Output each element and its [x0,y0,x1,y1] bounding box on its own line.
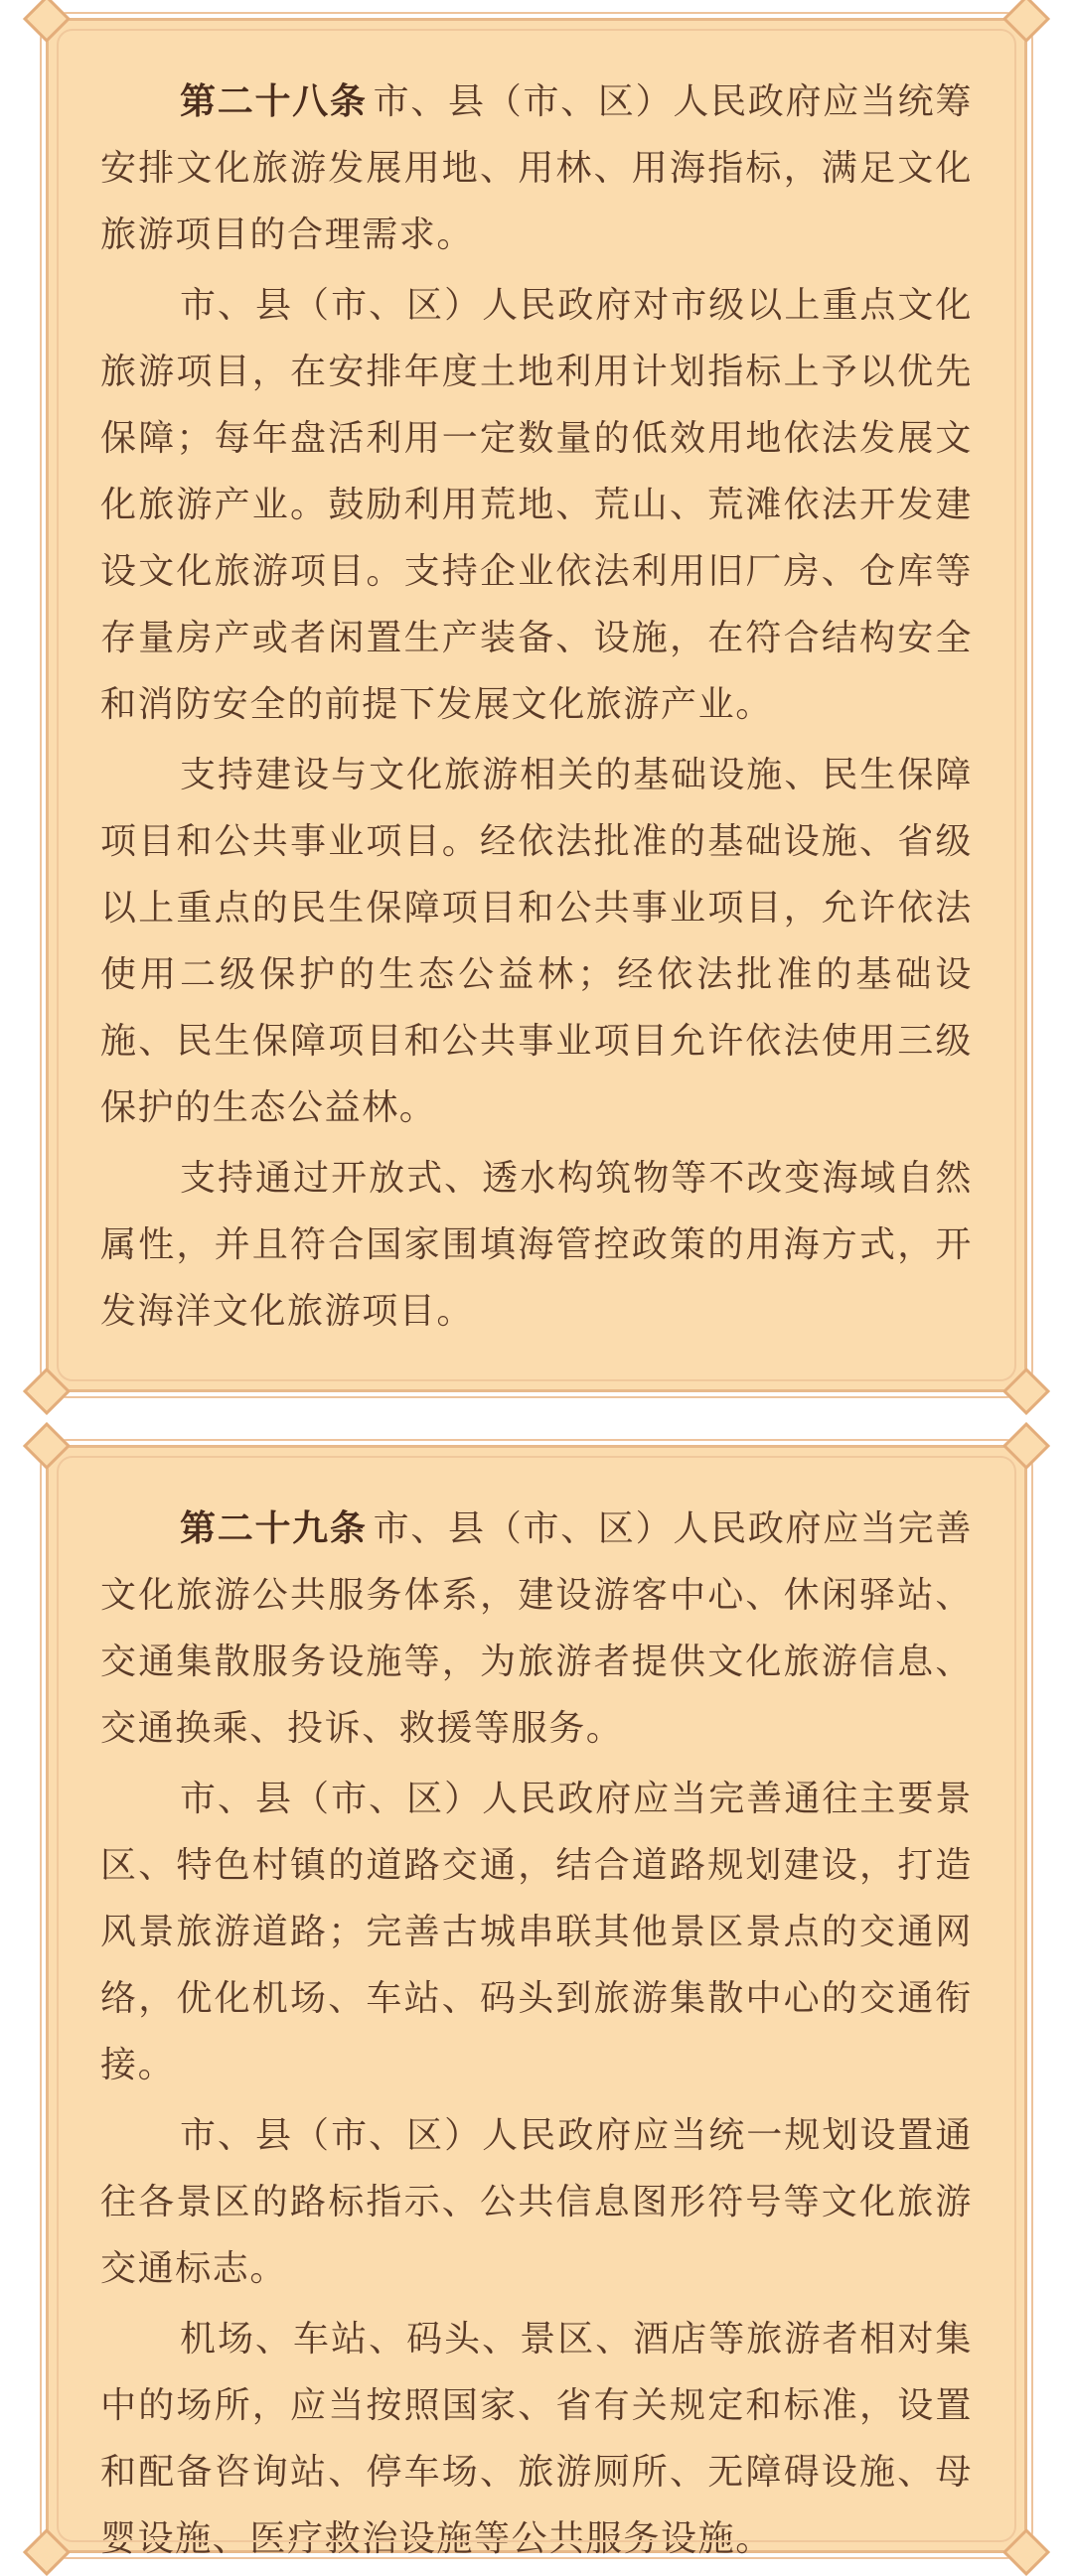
article-28-paragraph-2: 市、县（市、区）人民政府对市级以上重点文化旅游项目，在安排年度土地利用计划指标上予以优先保障；每年盘活利用一定数量的低效用地依法发展文化旅游产业。鼓励利用荒地、荒山、荒滩依法开发建设文化旅游项目。支持企业依法利用旧厂房、仓库等存量房产或者闲置生产装备、设施，在符合结构安全和消防安全的前提下发展文化旅游产业。 [100,285,973,725]
paragraph-text: 市、县（市、区）人民政府应当完善文化旅游公共服务体系，建设游客中心、休闲驿站、交通集散服务设施等，为旅游者提供文化旅游信息、交通换乘、投诉、救援等服务。 [100,1508,973,1749]
article-29-paragraph-3: 市、县（市、区）人民政府应当统一规划设置通往各景区的路标指示、公共信息图形符号等文化旅游交通标志。 [100,2115,973,2289]
article-28-paragraph-4: 支持通过开放式、透水构筑物等不改变海域自然属性，并且符合国家围填海管控政策的用海方式，开发海洋文化旅游项目。 [100,1158,973,1332]
corner-ornament [1002,1422,1050,1470]
article-29-number: 第二十九条 [180,1508,368,1549]
corner-ornament [1002,2528,1050,2576]
article-28-card [46,18,1027,1392]
corner-ornament [23,1422,71,1470]
corner-ornament [1002,0,1050,43]
article-28-number: 第二十八条 [180,81,368,122]
article-29-card [46,1445,1027,2559]
corner-ornament [23,0,71,43]
article-29-paragraph-4: 机场、车站、码头、景区、酒店等旅游者相对集中的场所，应当按照国家、省有关规定和标准，设置和配备咨询站、停车场、旅游厕所、无障碍设施、母婴设施、医疗救治设施等公共服务设施。 [100,2319,973,2559]
corner-ornament [1002,1367,1050,1415]
corner-ornament [23,2528,71,2576]
paragraph-text: 市、县（市、区）人民政府应当统筹安排文化旅游发展用地、用林、用海指标，满足文化旅游项目的合理需求。 [100,81,973,255]
article-29-paragraph-1 [100,1496,973,1762]
article-28-paragraph-3: 支持建设与文化旅游相关的基础设施、民生保障项目和公共事业项目。经依法批准的基础设施、省级以上重点的民生保障项目和公共事业项目，允许依法使用二级保护的生态公益林；经依法批准的基础设施、民生保障项目和公共事业项目允许依法使用三级保护的生态公益林。 [100,755,973,1128]
article-29-paragraph-2: 市、县（市、区）人民政府应当完善通往主要景区、特色村镇的道路交通，结合道路规划建设，打造风景旅游道路；完善古城串联其他景区景点的交通网络，优化机场、车站、码头到旅游集散中心的交通衔接。 [100,1779,973,2085]
article-28-paragraph-1 [100,69,973,268]
corner-ornament [23,1367,71,1415]
